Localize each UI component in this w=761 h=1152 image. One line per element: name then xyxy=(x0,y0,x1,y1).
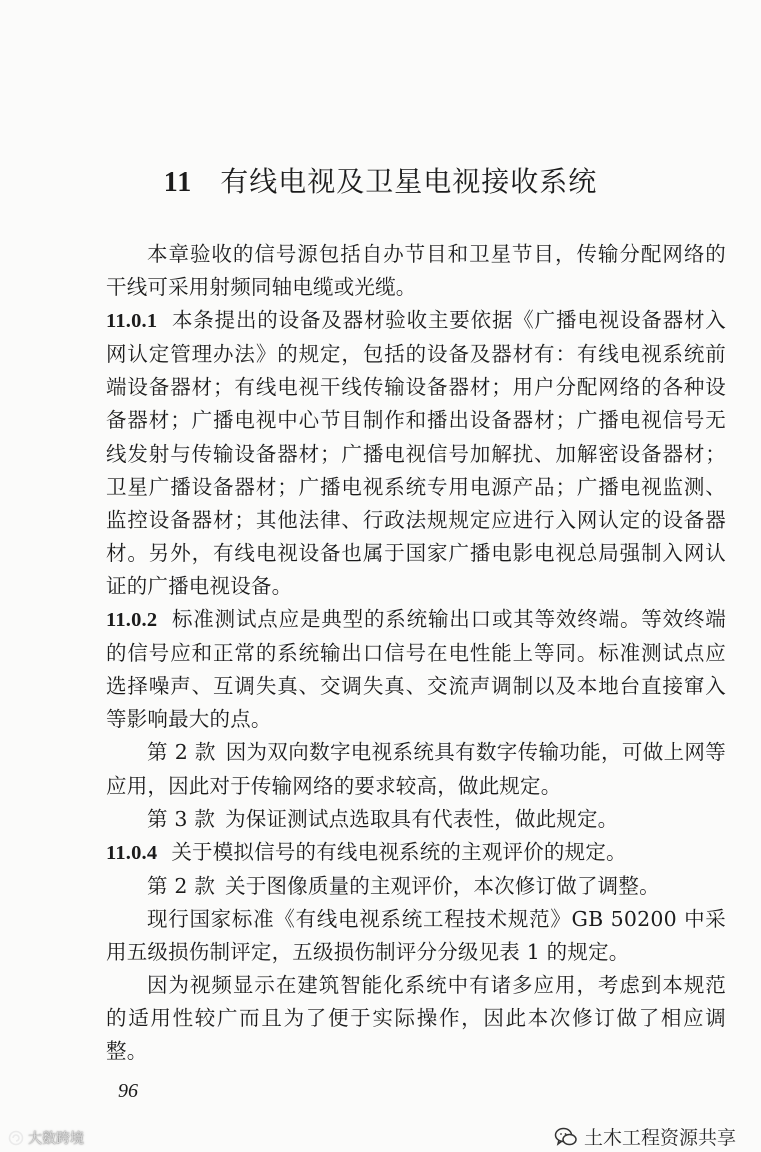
kuan-text: 为保证测试点选取具有代表性，做此规定。 xyxy=(225,806,619,831)
clause-number: 11.0.1 xyxy=(106,310,158,333)
kuan-label: 第 2 款 xyxy=(147,873,216,898)
chapter-number: 11 xyxy=(163,167,193,198)
watermark-right xyxy=(554,1123,736,1150)
kuan-text: 关于图像质量的主观评价，本次修订做了调整。 xyxy=(225,873,660,898)
chapter-title xyxy=(0,160,761,200)
clause-text: 本条提出的设备及器材验收主要依据《广播电视设备器材入网认定管理办法》的规定，包括的设备及器材有：有线电视系统前端设备器材；有线电视干线传输设备器材；用户分配网络的各种设备器材；广播电视中心节目制作和播出设备器材；广播电视信号无线发射与传输设备器材；广播电视信号加解扰、加解密设备器材；卫星广播设备器材；广播电视系统专用电源产品；广播电视监测、监控设备器材；其他法律、行政法规规定应进行入网认定的设备器材。另外，有线电视设备也属于国家广播电影电视总局强制入网认证的广播电视设备。 xyxy=(106,308,726,598)
brand-logo-icon xyxy=(8,1130,24,1146)
clause-text: 标准测试点应是典型的系统输出口或其等效终端。等效终端的信号应和正常的系统输出口信号在电性能上等同。标准测试点应选择噪声、互调失真、交调失真、交流声调制以及本地台直接窜入等影响最大的点。 xyxy=(106,607,726,732)
kuan-paragraph xyxy=(106,870,726,903)
kuan-text: 因为双向数字电视系统具有数字传输功能，可做上网等应用，因此对于传输网络的要求较高，做此规定。 xyxy=(106,740,726,798)
kuan-paragraph xyxy=(106,803,726,836)
body-paragraph: 现行国家标准《有线电视系统工程技术规范》GB 50200 中采用五级损伤制评定，五级损伤制评分分级见表 1 的规定。 xyxy=(106,906,726,964)
chapter-title-text: 有线电视及卫星电视接收系统 xyxy=(220,165,598,198)
kuan-label: 第 3 款 xyxy=(147,806,216,831)
clause-11-0-4 xyxy=(106,836,726,870)
kuan-label: 第 2 款 xyxy=(147,740,216,765)
watermark-left xyxy=(8,1128,84,1148)
clause-text: 关于模拟信号的有线电视系统的主观评价的规定。 xyxy=(171,839,627,864)
watermark-left-text: 大数跨境 xyxy=(28,1131,84,1147)
page-number: 96 xyxy=(118,1080,138,1102)
wechat-icon xyxy=(554,1126,578,1148)
kuan-paragraph xyxy=(106,736,726,802)
clause-number: 11.0.4 xyxy=(106,841,158,864)
intro-paragraph: 本章验收的信号源包括自办节目和卫星节目，传输分配网络的干线可采用射频同轴电缆或光缆。 xyxy=(106,242,726,300)
body-text xyxy=(106,238,726,1068)
clause-11-0-2 xyxy=(106,603,726,736)
watermark-right-text: 土木工程资源共享 xyxy=(584,1127,737,1149)
clause-number: 11.0.2 xyxy=(106,609,158,632)
clause-11-0-1 xyxy=(106,304,726,603)
body-paragraph: 因为视频显示在建筑智能化系统中有诸多应用，考虑到本规范的适用性较广而且为了便于实际操作，因此本次修订做了相应调整。 xyxy=(106,973,726,1064)
